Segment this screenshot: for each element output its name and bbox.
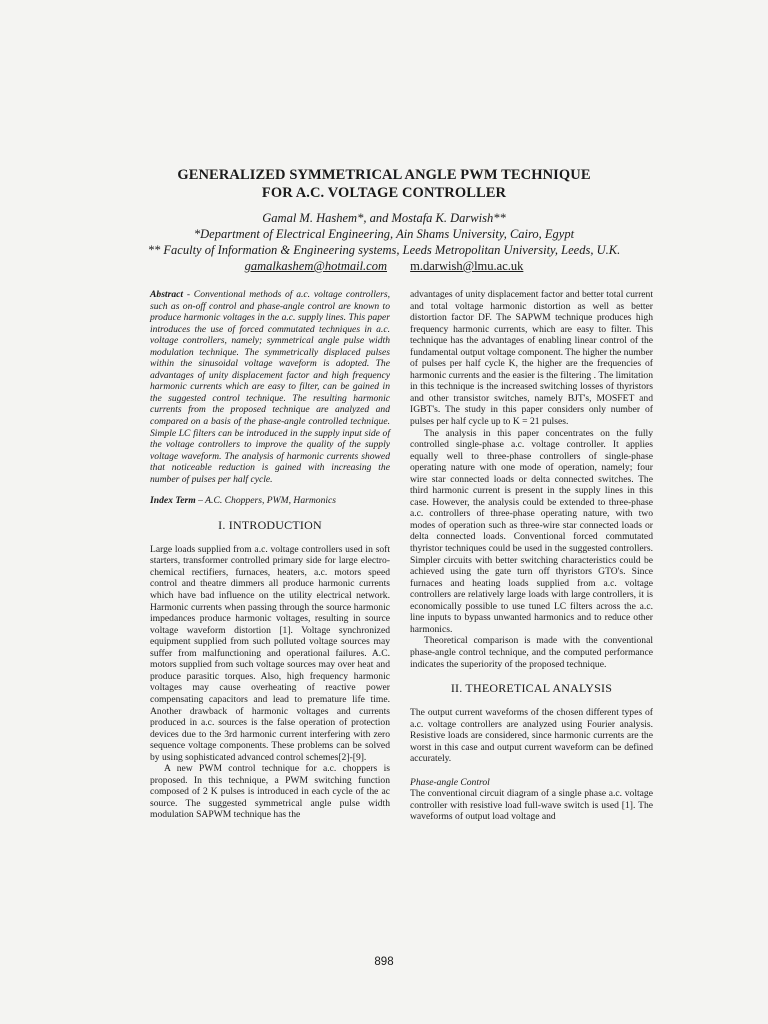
section-heading-introduction: I. INTRODUCTION (218, 517, 322, 532)
author-block (90, 210, 678, 274)
paper-title (100, 166, 668, 202)
intro-paragraph-1: Large loads supplied from a.c. voltage controllers used in soft starters, transformer controlled primary side for large electro-chemical rectifiers, furnaces, heaters, a.c. motors speed control and theatre dimmers all produce harmonic currents which have bad influence on the utility electrical network. Harmonic currents when passing through the source harmonic impedances produce harmonic voltages, resulting in source voltage waveform distortion [1]. Voltage synchronized equipment supplied from such polluted voltage sources may suffer from malfunctioning and operational failures. A.C. motors supplied from such voltage sources may over heat and produce parasitic torques. Also, high frequency harmonic voltages may cause overheating of reactive power compensating capacitors and lead to premature life time. Another drawback of harmonic voltages and currents produced in a.c. sources is the false operation of protection devices due to the 3rd harmonic current interfering with zero sequence voltage components. These problems can be solved by using sophisticated advanced control schemes[2]-[9]. (150, 543, 390, 763)
affiliation-2: ** Faculty of Information & Engineering systems, Leeds Metropolitan University, Leeds, U.K. (147, 243, 621, 257)
left-column (150, 289, 390, 821)
right-paragraph-4: The output current waveforms of the chosen different types of a.c. voltage controllers are analyzed using Fourier analysis. Resistive loads are considered, since harmonic currents are the worst in this case and output current waveform can be defined accurately. (410, 707, 653, 765)
email-line (90, 258, 678, 274)
title-line-2: FOR A.C. VOLTAGE CONTROLLER (261, 185, 507, 201)
subsection-heading-phase-angle: Phase-angle Control (410, 776, 490, 788)
index-text: – A.C. Choppers, PWM, Harmonics (195, 495, 337, 507)
title-line-1: GENERALIZED SYMMETRICAL ANGLE PWM TECHNIQUE (177, 167, 591, 183)
affiliation-1: *Department of Electrical Engineering, Ain Shams University, Cairo, Egypt (193, 227, 575, 241)
right-column (410, 289, 653, 823)
abstract (150, 289, 390, 485)
section-heading-theoretical-analysis: II. THEORETICAL ANALYSIS (450, 681, 613, 696)
abstract-label: Abstract (150, 289, 184, 300)
email-link-2[interactable]: m.darwish@lmu.ac.uk (410, 259, 524, 273)
index-terms (150, 495, 390, 507)
abstract-text: - Conventional methods of a.c. voltage controllers, such as on-off control and phase-angle control are known to produce harmonic voltages in the a.c. supply lines. This paper introduces the use of forced commutated techniques in a.c. voltage controllers, namely; symmetrical angle pulse width modulation technique. The symmetrically displaced pulses within the sinusoidal voltage waveform is adopted. The advantages of unity displacement factor and high frequency harmonic currents which are easy to filter, can be gained in the suggested control technique. The resulting harmonic currents from the proposed technique are analyzed and compared on a basis of the phase-angle controlled technique. Simple LC filters can be introduced in the supply input side of the voltage controllers to improve the quality of the supply voltage waveform. The analysis of harmonic currents showed that noticeable reduction is gained with increasing the number of pulses per half cycle. (150, 289, 390, 485)
page-number: 898 (374, 956, 394, 968)
right-paragraph-5: The conventional circuit diagram of a single phase a.c. voltage controller with resistive load full-wave switch is used [1]. The waveforms of output load voltage and (410, 788, 653, 823)
intro-paragraph-2: A new PWM control technique for a.c. choppers is proposed. In this technique, a PWM switching function composed of 2 K pulses is introduced in each cycle of the ac source. The suggested symmetrical angle pulse width modulation SAPWM technique has the (150, 763, 390, 821)
right-paragraph-2: The analysis in this paper concentrates on the fully controlled single-phase a.c. voltage controller. It applies equally well to three-phase controllers of single-phase operating nature with one mode of operation, namely; four wire star connected loads or delta connected switches. The third harmonic current is present in the supply lines in this case. However, the analysis could be extended to three-phase a.c. controllers of three-phase operating nature, with two modes of operation such as three-wire star connected loads or delta connected loads. Conventional forced commutated thyristor techniques could be used in the suggested controllers. Simpler circuits with better switching characteristics could be achieved using the gate turn off thyristors GTO's. Since furnaces and heating loads supplied from a.c. voltage controllers are relatively large loads with large controllers, it is economically possible to use tuned LC filters across the a.c. line inputs to bypass unwanted harmonics and to reduce other harmonics. (410, 427, 653, 635)
right-paragraph-1: advantages of unity displacement factor and better total current and total voltage harmonic distortion as well as better distortion factor DF. The SAPWM technique produces high frequency harmonic currents, which are easy to filter. This technique has the advantages of enabling linear control of the fundamental output voltage component. The higher the number of pulses per half cycle K, the higher are the frequencies of harmonic currents and the easier is the filtering . The limitation in this technique is the increased switching losses of thyristors and other transistor switches, namely BJT's, MOSFET and IGBT's. The study in this paper considers only number of pulses per half cycle up to K = 21 pulses. (410, 289, 653, 428)
email-link-1[interactable]: gamalkashem@hotmail.com (244, 259, 388, 273)
right-paragraph-3: Theoretical comparison is made with the conventional phase-angle control technique, and the computed performance indicates the superiority of the proposed technique. (410, 635, 653, 670)
author-names: Gamal M. Hashem*, and Mostafa K. Darwish** (262, 211, 506, 225)
index-label: Index Term (150, 495, 196, 507)
